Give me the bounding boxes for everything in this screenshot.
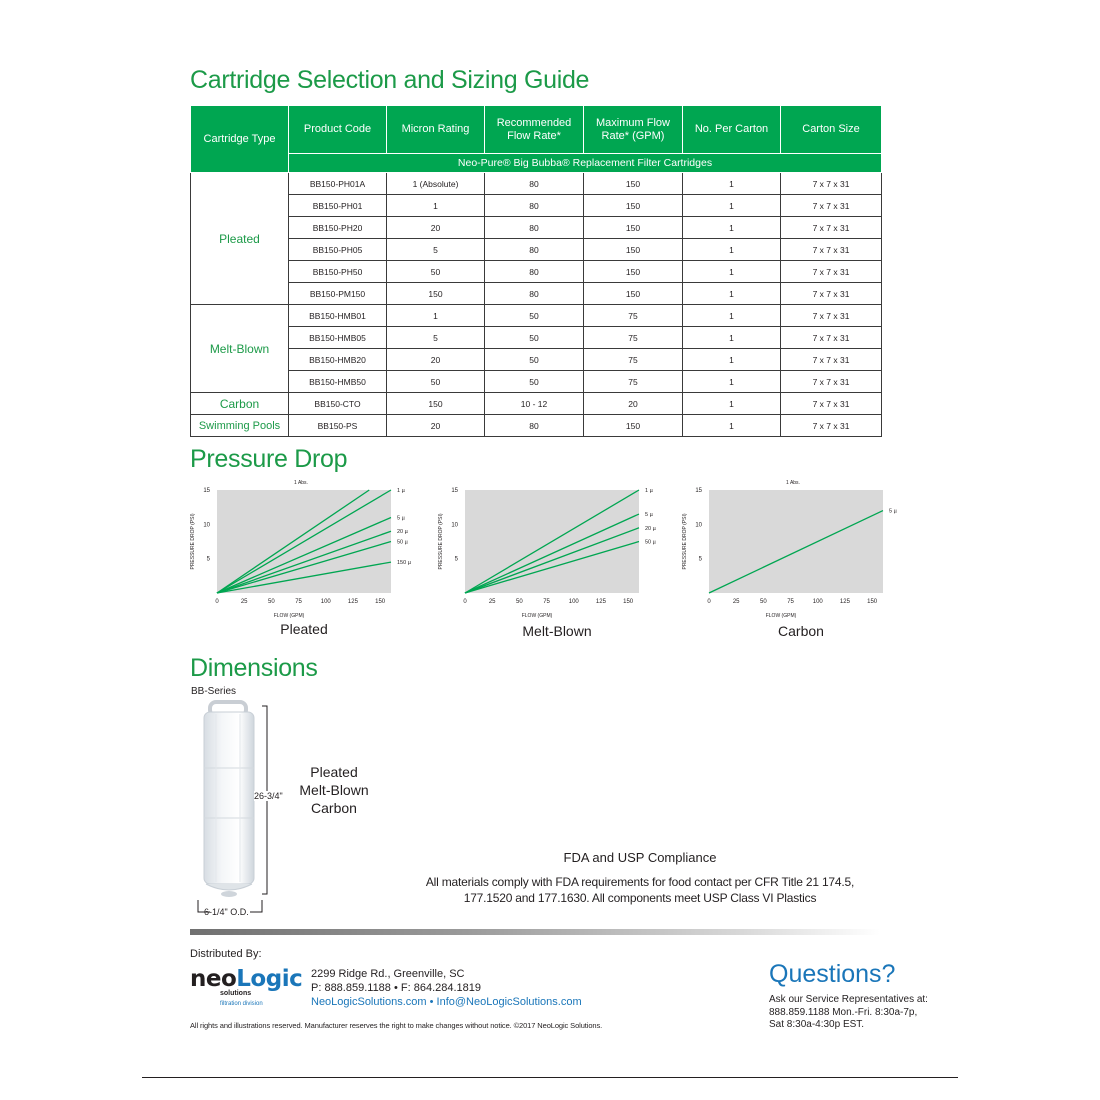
dimension-type-carbon: Carbon [311,800,357,816]
product-code-cell: BB150-CTO [289,393,387,415]
carton-size-cell: 7 x 7 x 31 [781,349,882,371]
compliance-line-1: All materials comply with FDA requirements for food contact per CFR Title 21 174.5, [425,875,855,889]
table-row [191,195,882,217]
per-carton-cell: 1 [683,173,781,195]
carbon-caption: Carbon [778,623,824,639]
dimensions-title: Dimensions [190,654,318,682]
x-tick-label: 125 [595,599,606,605]
carton-size-cell: 7 x 7 x 31 [781,261,882,283]
carton-size-cell: 7 x 7 x 31 [781,195,882,217]
service-info [769,994,928,1032]
y-tick-label: 15 [451,488,458,494]
per-carton-cell: 1 [683,283,781,305]
header-recommended: Recommended Flow Rate* [485,106,584,154]
x-axis-label: FLOW (GPM) [273,613,305,619]
recommended-flow-cell: 80 [485,283,584,305]
x-tick-label: 125 [347,599,358,605]
distributed-by: Distributed By: [190,948,262,960]
header-code: Product Code [289,106,387,154]
logo-logic: Logic [236,966,303,992]
table-row [191,217,882,239]
questions-heading: Questions? [769,960,896,988]
cartridge-image [190,700,270,920]
service-line-1: Ask our Service Representatives at: [769,994,928,1005]
per-carton-cell: 1 [683,195,781,217]
x-tick-label: 0 [463,599,467,605]
y-axis-label: PRESSURE DROP (PSI) [190,513,196,570]
dimension-types [294,763,374,817]
product-code-cell: BB150-PH05 [289,239,387,261]
header-carton-size: Carton Size [781,106,882,154]
series-label: 50 µ [397,539,408,546]
product-code-cell: BB150-PH20 [289,217,387,239]
table-row [191,305,882,327]
table-row [191,261,882,283]
maximum-flow-cell: 150 [584,173,683,195]
x-tick-label: 0 [215,599,219,605]
pleated-chart [180,475,420,625]
maximum-flow-cell: 150 [584,415,683,437]
micron-cell: 20 [387,415,485,437]
x-tick-label: 25 [732,599,740,605]
micron-cell: 1 [387,305,485,327]
series-label: BB-Series [191,686,237,697]
table-row [191,349,882,371]
y-tick-label: 15 [203,488,210,494]
rights-notice: All rights and illustrations reserved. Manufacturer reserves the right to make changes without notice. ©2017 NeoLogic Solutions. [190,1021,603,1030]
recommended-flow-cell: 80 [485,261,584,283]
x-tick-label: 75 [543,599,550,605]
maximum-flow-cell: 20 [584,393,683,415]
dimension-type-melt-blown: Melt-Blown [299,782,369,798]
series-label: 150 µ [397,560,411,567]
table-row [191,415,882,437]
service-line-2: 888.859.1188 Mon.-Fri. 8:30a-7p, [769,1006,918,1018]
micron-cell: 1 (Absolute) [387,173,485,195]
carton-size-cell: 7 x 7 x 31 [781,239,882,261]
phone-fax: P: 888.859.1188 • F: 864.284.1819 [311,982,482,994]
product-code-cell: BB150-HMB01 [289,305,387,327]
diameter-label: 6-1/4" O.D. [204,907,249,917]
micron-cell: 20 [387,217,485,239]
x-tick-label: 50 [516,599,523,605]
carton-size-cell: 7 x 7 x 31 [781,371,882,393]
maximum-flow-cell: 75 [584,327,683,349]
carbon-chart [672,475,912,625]
table-subheader: Neo-Pure® Big Bubba® Replacement Filter Cartridges [289,154,882,173]
top-series-label: 1 Abs. [294,480,308,486]
recommended-flow-cell: 80 [485,415,584,437]
bottom-rule [142,1077,958,1078]
product-code-cell: BB150-PH01 [289,195,387,217]
per-carton-cell: 1 [683,327,781,349]
micron-cell: 50 [387,371,485,393]
y-tick-label: 5 [454,556,458,563]
product-code-cell: BB150-PM150 [289,283,387,305]
y-axis-label: PRESSURE DROP (PSI) [438,513,444,570]
x-tick-label: 150 [867,599,878,605]
recommended-flow-cell: 50 [485,371,584,393]
address: 2299 Ridge Rd., Greenville, SC [311,968,465,980]
y-tick-label: 5 [206,556,210,563]
top-series-label: 1 Abs. [786,480,800,486]
dimension-type-pleated: Pleated [310,764,358,780]
per-carton-cell: 1 [683,415,781,437]
y-tick-label: 10 [695,522,702,529]
micron-cell: 50 [387,261,485,283]
x-tick-label: 100 [812,599,823,605]
table-row [191,283,882,305]
series-label: 1 µ [645,488,653,494]
micron-cell: 20 [387,349,485,371]
cartridge-type-cell: Swimming Pools [191,415,289,437]
product-code-cell: BB150-HMB05 [289,327,387,349]
micron-cell: 1 [387,195,485,217]
carton-size-cell: 7 x 7 x 31 [781,217,882,239]
series-label: 50 µ [645,539,656,546]
x-tick-label: 75 [787,599,794,605]
micron-cell: 5 [387,239,485,261]
cartridge-type-cell: Carbon [191,393,289,415]
height-label: 26-3/4" [254,791,283,801]
table-row [191,327,882,349]
y-tick-label: 15 [695,488,702,494]
maximum-flow-cell: 150 [584,195,683,217]
carton-size-cell: 7 x 7 x 31 [781,173,882,195]
logo-division: filtration division [220,1001,263,1007]
product-code-cell: BB150-HMB20 [289,349,387,371]
series-label: 5 µ [397,515,405,522]
x-tick-label: 50 [268,599,275,605]
per-carton-cell: 1 [683,305,781,327]
logo-solutions: solutions [220,990,252,997]
pressure-title: Pressure Drop [190,445,348,473]
product-code-cell: BB150-HMB50 [289,371,387,393]
plot-area [709,490,883,593]
x-tick-label: 25 [240,599,248,605]
maximum-flow-cell: 75 [584,371,683,393]
x-axis-label: FLOW (GPM) [765,613,797,619]
y-tick-label: 10 [451,522,458,529]
recommended-flow-cell: 80 [485,173,584,195]
compliance-text [380,874,900,906]
header-per-carton: No. Per Carton [683,106,781,154]
micron-cell: 150 [387,283,485,305]
series-label: 20 µ [645,525,656,532]
per-carton-cell: 1 [683,239,781,261]
y-axis-label: PRESSURE DROP (PSI) [682,513,688,570]
header-maximum: Maximum Flow Rate* (GPM) [584,106,683,154]
series-label: 1 µ [397,488,405,494]
series-label: 20 µ [397,529,408,536]
recommended-flow-cell: 50 [485,327,584,349]
table-row [191,371,882,393]
maximum-flow-cell: 150 [584,239,683,261]
logo-neo: neo [190,966,237,992]
micron-cell: 5 [387,327,485,349]
x-axis-label: FLOW (GPM) [521,613,553,619]
per-carton-cell: 1 [683,393,781,415]
cartridge-table [190,105,882,437]
carton-size-cell: 7 x 7 x 31 [781,415,882,437]
melt-blown-caption: Melt-Blown [522,623,592,639]
maximum-flow-cell: 150 [584,217,683,239]
product-code-cell: BB150-PS [289,415,387,437]
compliance-line-2: 177.1520 and 177.1630. All components meet USP Class VI Plastics [463,891,817,905]
x-tick-label: 0 [707,599,711,605]
y-tick-label: 5 [698,556,702,563]
recommended-flow-cell: 80 [485,217,584,239]
maximum-flow-cell: 75 [584,305,683,327]
header-type: Cartridge Type [191,106,289,173]
cartridge-type-cell: Melt-Blown [191,305,289,393]
per-carton-cell: 1 [683,261,781,283]
series-label: 5 µ [889,508,897,515]
maximum-flow-cell: 150 [584,261,683,283]
divider-bar [190,929,880,935]
selection-title: Cartridge Selection and Sizing Guide [190,66,590,94]
x-tick-label: 125 [839,599,850,605]
compliance-title: FDA and USP Compliance [563,850,717,865]
product-code-cell: BB150-PH50 [289,261,387,283]
product-code-cell: BB150-PH01A [289,173,387,195]
maximum-flow-cell: 75 [584,349,683,371]
carton-size-cell: 7 x 7 x 31 [781,393,882,415]
micron-cell: 150 [387,393,485,415]
recommended-flow-cell: 10 - 12 [485,393,584,415]
per-carton-cell: 1 [683,217,781,239]
x-tick-label: 150 [623,599,634,605]
service-line-3: Sat 8:30a-4:30p EST. [769,1019,865,1030]
pleated-caption: Pleated [280,621,328,637]
carton-size-cell: 7 x 7 x 31 [781,305,882,327]
table-row [191,239,882,261]
recommended-flow-cell: 50 [485,349,584,371]
web-email-link[interactable]: NeoLogicSolutions.com • Info@NeoLogicSolutions.com [311,996,582,1008]
x-tick-label: 25 [488,599,496,605]
table-row [191,173,882,195]
series-label: 5 µ [645,512,653,519]
table-row [191,393,882,415]
x-tick-label: 75 [295,599,302,605]
x-tick-label: 100 [568,599,579,605]
melt-blown-chart [428,475,668,625]
recommended-flow-cell: 80 [485,239,584,261]
per-carton-cell: 1 [683,371,781,393]
x-tick-label: 100 [320,599,331,605]
carton-size-cell: 7 x 7 x 31 [781,327,882,349]
y-tick-label: 10 [203,522,210,529]
x-tick-label: 50 [760,599,767,605]
cartridge-type-cell: Pleated [191,173,289,305]
neologic-logo [190,966,303,1012]
maximum-flow-cell: 150 [584,283,683,305]
header-micron: Micron Rating [387,106,485,154]
recommended-flow-cell: 80 [485,195,584,217]
carton-size-cell: 7 x 7 x 31 [781,283,882,305]
recommended-flow-cell: 50 [485,305,584,327]
per-carton-cell: 1 [683,349,781,371]
x-tick-label: 150 [375,599,386,605]
